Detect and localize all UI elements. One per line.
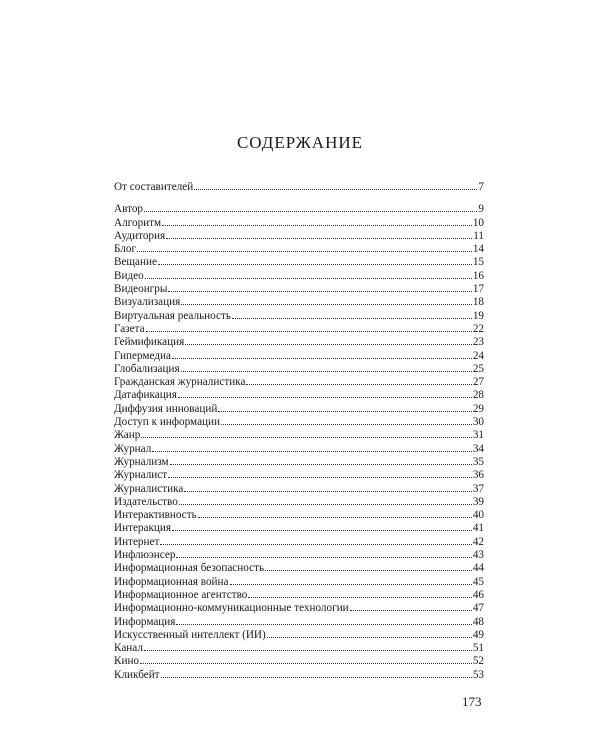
toc-entry [114, 335, 484, 348]
toc-dot-leader [230, 575, 472, 585]
toc-entry-page: 34 [472, 442, 484, 455]
toc-entry-title: Интерактивность [114, 509, 197, 522]
toc-entry-page: 23 [472, 336, 484, 349]
toc-entry-page: 46 [472, 588, 484, 601]
toc-entry-title: Визуализация [114, 296, 181, 309]
toc-dot-leader [160, 535, 471, 545]
page-number: 173 [462, 694, 482, 709]
toc-dot-leader [166, 229, 472, 239]
toc-entry-page: 30 [472, 416, 484, 429]
toc-entry [114, 575, 484, 588]
toc-entry-title: Информация [114, 615, 176, 628]
toc-entry [114, 415, 484, 428]
toc-entry-title: Кликбейт [114, 668, 160, 681]
toc-dot-leader [141, 428, 472, 438]
toc-entry [114, 455, 484, 468]
toc-entry-page: 37 [472, 482, 484, 495]
toc-dot-leader [176, 615, 471, 625]
toc-dot-leader [267, 628, 472, 638]
toc-entry-page: 22 [472, 322, 484, 335]
toc-entry [114, 641, 484, 654]
toc-dot-leader [144, 641, 472, 651]
toc-dot-leader [144, 202, 477, 212]
toc-entry-title: Аудитория [114, 229, 166, 242]
toc-entry-title: Журналистика [114, 482, 184, 495]
toc-entry-page: 52 [472, 655, 484, 668]
toc-entry [114, 322, 484, 335]
toc-dot-leader [137, 242, 472, 252]
toc-entry-title: Информационная война [114, 575, 229, 588]
toc-entry [114, 180, 484, 193]
toc-entry-page: 10 [472, 216, 484, 229]
toc-entry [114, 495, 484, 508]
toc-entry-title: Журнализм [114, 455, 169, 468]
toc-entry-page: 29 [472, 402, 484, 415]
toc-entry-page: 53 [472, 668, 484, 681]
toc-dot-leader [168, 468, 472, 478]
toc-dot-leader [168, 282, 471, 292]
toc-dot-leader [146, 322, 472, 332]
toc-entry-page: 14 [472, 243, 484, 256]
toc-entry [114, 375, 484, 388]
toc-entry [114, 668, 484, 681]
toc-dot-leader [265, 561, 472, 571]
toc-entry-page: 25 [472, 362, 484, 375]
toc-entry-page: 45 [472, 575, 484, 588]
toc-entry-title: Кино [114, 655, 140, 668]
toc-dot-leader [179, 495, 472, 505]
toc-entry [114, 255, 484, 268]
toc-entry [114, 428, 484, 441]
toc-entry [114, 601, 484, 614]
toc-dot-leader [232, 309, 472, 319]
toc-entry [114, 202, 484, 215]
toc-dot-leader [198, 508, 472, 518]
toc-entry [114, 349, 484, 362]
toc-entry-title: Интеракция [114, 522, 172, 535]
toc-dot-leader [248, 588, 471, 598]
toc-entry-title: Информационно-коммуникационные технологии [114, 602, 349, 615]
toc-entry-page: 48 [472, 615, 484, 628]
toc-entry-page: 35 [472, 455, 484, 468]
toc-entry-title: Геймификация [114, 336, 185, 349]
toc-entry-title: Алгоритм [114, 216, 162, 229]
toc-entry [114, 535, 484, 548]
toc-entry-title: Вещание [114, 256, 157, 269]
toc-dot-leader [172, 349, 472, 359]
toc-entry-page: 42 [472, 535, 484, 548]
toc-entry [114, 388, 484, 401]
toc-entry-page: 15 [472, 256, 484, 269]
toc-dot-leader [246, 375, 471, 385]
toc-dot-leader [170, 455, 472, 465]
toc-entry-title: Интернет [114, 535, 160, 548]
toc-dot-leader [221, 415, 472, 425]
toc-entry-title: Канал [114, 642, 143, 655]
toc-entry [114, 269, 484, 282]
toc-entry-page: 31 [472, 429, 484, 442]
toc-dot-leader [162, 216, 472, 226]
toc-entry-page: 43 [472, 549, 484, 562]
toc-entry-page: 27 [472, 376, 484, 389]
toc-entry-title: Диффузия инноваций [114, 402, 218, 415]
toc-entry [114, 561, 484, 574]
toc-dot-leader [184, 482, 471, 492]
toc-entry-title: Датафикация [114, 389, 177, 402]
toc-entry-page: 41 [472, 522, 484, 535]
toc-dot-leader [172, 521, 472, 531]
toc-entry-title: От составителей [114, 181, 194, 193]
toc-entry-page: 17 [472, 283, 484, 296]
toc-entry-title: Информационное агентство [114, 588, 248, 601]
toc-entry [114, 628, 484, 641]
toc-entry-title: Видеоигры [114, 283, 168, 296]
toc-entry [114, 362, 484, 375]
toc-entry-title: Журналист [114, 469, 168, 482]
toc-entry [114, 229, 484, 242]
toc-entry-title: Жанр [114, 429, 141, 442]
toc-dot-leader [185, 335, 472, 345]
toc-entry-page: 40 [472, 509, 484, 522]
toc-entry-title: Искусственный интеллект (ИИ) [114, 628, 266, 641]
toc-dot-leader [194, 180, 477, 190]
toc-entry [114, 588, 484, 601]
toc-entry-title: Газета [114, 322, 145, 335]
toc-entry [114, 482, 484, 495]
toc-entry-page: 16 [472, 269, 484, 282]
toc-entry-page: 47 [472, 602, 484, 615]
toc-dot-leader [145, 269, 472, 279]
toc-entry [114, 508, 484, 521]
page-title: СОДЕРЖАНИЕ [236, 133, 364, 152]
toc-dot-leader [350, 601, 472, 611]
toc-entry-title: Журнал [114, 442, 152, 455]
toc-entry-page: 9 [478, 203, 484, 216]
toc-entry-title: Блог [114, 243, 137, 256]
toc-dot-leader [181, 295, 472, 305]
toc-entry [114, 242, 484, 255]
toc-entry-title: Гипермедиа [114, 349, 171, 362]
toc-entry-page: 49 [472, 628, 484, 641]
toc-entry-page: 44 [472, 562, 484, 575]
toc-entry [114, 548, 484, 561]
toc-entry-title: Доступ к информации [114, 416, 220, 429]
toc-entry-title: Автор [114, 203, 144, 216]
toc-entry-page: 18 [472, 296, 484, 309]
toc-dot-leader [178, 388, 472, 398]
table-of-contents [114, 180, 484, 681]
toc-entry [114, 521, 484, 534]
toc-entry [114, 615, 484, 628]
toc-entry-page: 51 [472, 642, 484, 655]
toc-entry [114, 442, 484, 455]
toc-entry-page: 7 [478, 181, 484, 193]
toc-entry [114, 309, 484, 322]
toc-entry-page: 39 [472, 495, 484, 508]
toc-entry [114, 295, 484, 308]
toc-dot-leader [181, 362, 472, 372]
toc-dot-leader [140, 654, 472, 664]
toc-entry [114, 468, 484, 481]
toc-dot-leader [161, 668, 472, 678]
toc-entry-title: Гражданская журналистика [114, 376, 246, 389]
toc-entry-title: Виртуальная реальность [114, 309, 231, 322]
toc-dot-leader [176, 548, 471, 558]
toc-entry-title: Видео [114, 269, 144, 282]
toc-entry [114, 654, 484, 667]
toc-entry-page: 19 [472, 309, 484, 322]
toc-entry [114, 402, 484, 415]
toc-dot-leader [152, 442, 472, 452]
toc-entry-title: Инфлюэнсер [114, 549, 176, 562]
toc-entry-page: 24 [472, 349, 484, 362]
toc-dot-leader [158, 255, 472, 265]
toc-entry-page: 28 [472, 389, 484, 402]
toc-entry-title: Издательство [114, 495, 178, 508]
toc-entry-page: 36 [472, 469, 484, 482]
toc-entry-page: 11 [473, 229, 484, 242]
toc-dot-leader [218, 402, 471, 412]
toc-entry [114, 216, 484, 229]
toc-entry-title: Информационная безопасность [114, 562, 265, 575]
toc-entry-title: Глобализация [114, 362, 180, 375]
toc-entry [114, 282, 484, 295]
